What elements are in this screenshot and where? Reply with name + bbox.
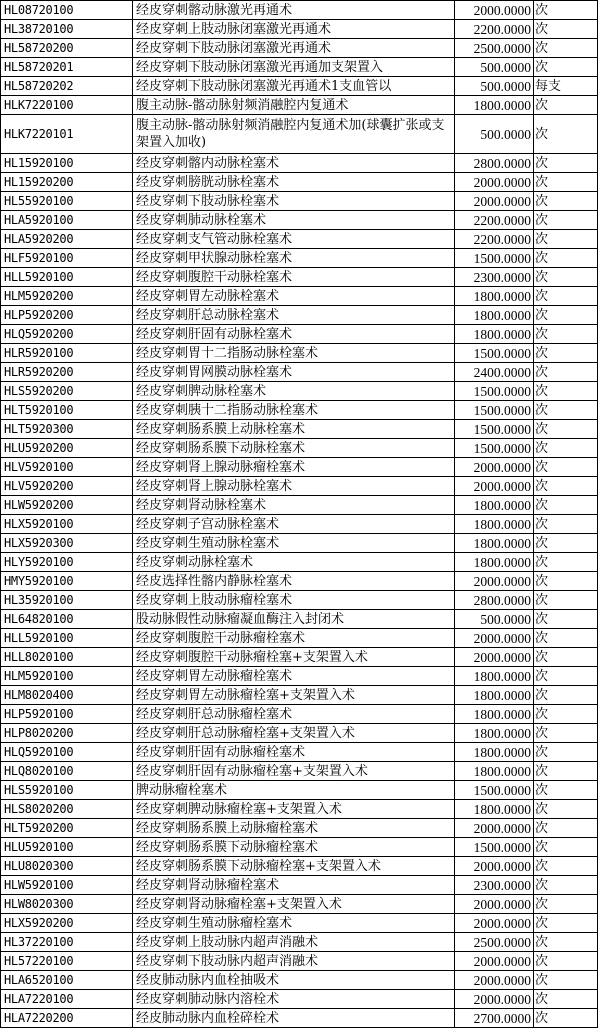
- unit-cell: 次: [534, 20, 598, 39]
- price-cell: 2200.0000: [455, 20, 534, 39]
- table-row: [1, 724, 598, 743]
- code-cell: HLQ5920100: [1, 743, 133, 762]
- code-cell: HLQ5920200: [1, 325, 133, 344]
- code-cell: HLT5920300: [1, 420, 133, 439]
- price-cell: 2200.0000: [455, 230, 534, 249]
- price-cell: 2000.0000: [455, 192, 534, 211]
- unit-cell: 次: [534, 819, 598, 838]
- name-cell: 经皮穿刺肾动脉瘤栓塞术: [133, 876, 455, 895]
- table-row: [1, 648, 598, 667]
- table-row: [1, 77, 598, 96]
- price-cell: 500.0000: [455, 115, 534, 154]
- code-cell: HLS5920100: [1, 781, 133, 800]
- unit-cell: 每支: [534, 77, 598, 96]
- table-row: [1, 876, 598, 895]
- unit-cell: 次: [534, 553, 598, 572]
- price-cell: 2400.0000: [455, 363, 534, 382]
- code-cell: HLA7220200: [1, 1009, 133, 1028]
- table-row: [1, 344, 598, 363]
- table-row: [1, 1, 598, 20]
- price-cell: 500.0000: [455, 58, 534, 77]
- code-cell: HLY5920100: [1, 553, 133, 572]
- code-cell: HL57220100: [1, 952, 133, 971]
- code-cell: HLQ8020100: [1, 762, 133, 781]
- code-cell: HLR5920100: [1, 344, 133, 363]
- code-cell: HL37220100: [1, 933, 133, 952]
- table-row: [1, 325, 598, 344]
- unit-cell: 次: [534, 211, 598, 230]
- price-cell: 500.0000: [455, 77, 534, 96]
- unit-cell: 次: [534, 58, 598, 77]
- code-cell: HLK7220101: [1, 115, 133, 154]
- name-cell: 经皮穿刺甲状腺动脉栓塞术: [133, 249, 455, 268]
- unit-cell: 次: [534, 249, 598, 268]
- price-cell: 2300.0000: [455, 876, 534, 895]
- price-cell: 1800.0000: [455, 762, 534, 781]
- table-body: [1, 1, 598, 1028]
- price-cell: 1500.0000: [455, 420, 534, 439]
- name-cell: 经皮穿刺下肢动脉栓塞术: [133, 192, 455, 211]
- code-cell: HLT5920100: [1, 401, 133, 420]
- table-row: [1, 115, 598, 154]
- name-cell: 经皮穿刺脾动脉栓塞术: [133, 382, 455, 401]
- code-cell: HLU5920200: [1, 439, 133, 458]
- name-cell: 经皮穿刺下肢动脉闭塞激光再通术1支血管以: [133, 77, 455, 96]
- name-cell: 经皮穿刺肾上腺动脉瘤栓塞术: [133, 458, 455, 477]
- unit-cell: 次: [534, 230, 598, 249]
- code-cell: HLM8020400: [1, 686, 133, 705]
- name-cell: 经皮穿刺腹腔干动脉栓塞术: [133, 268, 455, 287]
- name-cell: 经皮肺动脉内血栓碎栓术: [133, 1009, 455, 1028]
- code-cell: HLX5920200: [1, 914, 133, 933]
- code-cell: HLV5920200: [1, 477, 133, 496]
- unit-cell: 次: [534, 534, 598, 553]
- name-cell: 腹主动脉-髂动脉射频消融腔内复通术: [133, 96, 455, 115]
- table-row: [1, 762, 598, 781]
- table-row: [1, 420, 598, 439]
- price-cell: 2200.0000: [455, 211, 534, 230]
- price-cell: 1500.0000: [455, 781, 534, 800]
- table-row: [1, 534, 598, 553]
- price-cell: 2000.0000: [455, 173, 534, 192]
- price-cell: 1500.0000: [455, 382, 534, 401]
- price-cell: 1800.0000: [455, 496, 534, 515]
- code-cell: HL58720202: [1, 77, 133, 96]
- code-cell: HLR5920200: [1, 363, 133, 382]
- table-row: [1, 667, 598, 686]
- price-cell: 2000.0000: [455, 458, 534, 477]
- name-cell: 经皮穿刺动脉栓塞术: [133, 553, 455, 572]
- unit-cell: 次: [534, 686, 598, 705]
- price-cell: 1800.0000: [455, 325, 534, 344]
- price-cell: 1500.0000: [455, 344, 534, 363]
- unit-cell: 次: [534, 115, 598, 154]
- unit-cell: 次: [534, 610, 598, 629]
- table-row: [1, 914, 598, 933]
- table-row: [1, 230, 598, 249]
- unit-cell: 次: [534, 96, 598, 115]
- table-row: [1, 173, 598, 192]
- table-row: [1, 686, 598, 705]
- price-cell: 1800.0000: [455, 667, 534, 686]
- code-cell: HLT5920200: [1, 819, 133, 838]
- code-cell: HLF5920100: [1, 249, 133, 268]
- name-cell: 经皮穿刺生殖动脉栓塞术: [133, 534, 455, 553]
- code-cell: HLW8020300: [1, 895, 133, 914]
- price-cell: 1800.0000: [455, 743, 534, 762]
- code-cell: HLA7220100: [1, 990, 133, 1009]
- table-row: [1, 743, 598, 762]
- name-cell: 经皮穿刺腹腔干动脉瘤栓塞术: [133, 629, 455, 648]
- table-row: [1, 496, 598, 515]
- table-row: [1, 553, 598, 572]
- unit-cell: 次: [534, 173, 598, 192]
- name-cell: 经皮穿刺子宫动脉栓塞术: [133, 515, 455, 534]
- unit-cell: 次: [534, 192, 598, 211]
- table-row: [1, 382, 598, 401]
- table-row: [1, 591, 598, 610]
- table-row: [1, 895, 598, 914]
- price-cell: 2000.0000: [455, 629, 534, 648]
- table-row: [1, 439, 598, 458]
- name-cell: 经皮穿刺脾动脉瘤栓塞+支架置入术: [133, 800, 455, 819]
- name-cell: 经皮穿刺肾动脉瘤栓塞+支架置入术: [133, 895, 455, 914]
- unit-cell: 次: [534, 477, 598, 496]
- code-cell: HMY5920100: [1, 572, 133, 591]
- unit-cell: 次: [534, 857, 598, 876]
- code-cell: HLL5920100: [1, 629, 133, 648]
- unit-cell: 次: [534, 1009, 598, 1028]
- price-cell: 1500.0000: [455, 838, 534, 857]
- table-row: [1, 610, 598, 629]
- name-cell: 经皮穿刺肝固有动脉瘤栓塞术: [133, 743, 455, 762]
- price-cell: 2000.0000: [455, 477, 534, 496]
- price-cell: 2000.0000: [455, 952, 534, 971]
- price-cell: 2000.0000: [455, 572, 534, 591]
- code-cell: HL08720100: [1, 1, 133, 20]
- unit-cell: 次: [534, 629, 598, 648]
- code-cell: HLV5920100: [1, 458, 133, 477]
- name-cell: 经皮穿刺肠系膜上动脉瘤栓塞术: [133, 819, 455, 838]
- price-cell: 2000.0000: [455, 1, 534, 20]
- unit-cell: 次: [534, 648, 598, 667]
- code-cell: HLX5920100: [1, 515, 133, 534]
- unit-cell: 次: [534, 876, 598, 895]
- code-cell: HLP8020200: [1, 724, 133, 743]
- price-cell: 1800.0000: [455, 306, 534, 325]
- price-cell: 2000.0000: [455, 914, 534, 933]
- table-row: [1, 249, 598, 268]
- table-row: [1, 781, 598, 800]
- table-row: [1, 572, 598, 591]
- price-cell: 1800.0000: [455, 724, 534, 743]
- name-cell: 经皮穿刺肠系膜下动脉瘤栓塞+支架置入术: [133, 857, 455, 876]
- price-cell: 1800.0000: [455, 705, 534, 724]
- table-row: [1, 971, 598, 990]
- price-cell: 2000.0000: [455, 990, 534, 1009]
- name-cell: 经皮穿刺肝总动脉瘤栓塞术: [133, 705, 455, 724]
- table-row: [1, 800, 598, 819]
- name-cell: 股动脉假性动脉瘤凝血酶注入封闭术: [133, 610, 455, 629]
- code-cell: HLA6520100: [1, 971, 133, 990]
- table-row: [1, 363, 598, 382]
- name-cell: 经皮穿刺胃左动脉栓塞术: [133, 287, 455, 306]
- price-cell: 1500.0000: [455, 249, 534, 268]
- name-cell: 脾动脉瘤栓塞术: [133, 781, 455, 800]
- unit-cell: 次: [534, 1, 598, 20]
- price-cell: 2800.0000: [455, 591, 534, 610]
- price-cell: 2500.0000: [455, 39, 534, 58]
- unit-cell: 次: [534, 895, 598, 914]
- code-cell: HL55920100: [1, 192, 133, 211]
- code-cell: HLM5920200: [1, 287, 133, 306]
- unit-cell: 次: [534, 572, 598, 591]
- price-cell: 2500.0000: [455, 933, 534, 952]
- name-cell: 经皮穿刺肝固有动脉瘤栓塞+支架置入术: [133, 762, 455, 781]
- code-cell: HLP5920100: [1, 705, 133, 724]
- name-cell: 经皮穿刺下肢动脉闭塞激光再通加支架置入: [133, 58, 455, 77]
- price-cell: 2000.0000: [455, 648, 534, 667]
- code-cell: HL35920100: [1, 591, 133, 610]
- table-row: [1, 192, 598, 211]
- price-cell: 2000.0000: [455, 857, 534, 876]
- unit-cell: 次: [534, 971, 598, 990]
- unit-cell: 次: [534, 268, 598, 287]
- table-row: [1, 857, 598, 876]
- name-cell: 经皮肺动脉内血栓抽吸术: [133, 971, 455, 990]
- code-cell: HLW5920100: [1, 876, 133, 895]
- name-cell: 经皮穿刺膀胱动脉栓塞术: [133, 173, 455, 192]
- unit-cell: 次: [534, 363, 598, 382]
- code-cell: HLK7220100: [1, 96, 133, 115]
- price-cell: 1800.0000: [455, 686, 534, 705]
- code-cell: HL58720200: [1, 39, 133, 58]
- code-cell: HL58720201: [1, 58, 133, 77]
- price-cell: 2800.0000: [455, 154, 534, 173]
- table-row: [1, 515, 598, 534]
- unit-cell: 次: [534, 914, 598, 933]
- code-cell: HL15920100: [1, 154, 133, 173]
- unit-cell: 次: [534, 439, 598, 458]
- code-cell: HL64820100: [1, 610, 133, 629]
- name-cell: 经皮穿刺上肢动脉内超声消融术: [133, 933, 455, 952]
- table-row: [1, 458, 598, 477]
- name-cell: 经皮穿刺髂动脉激光再通术: [133, 1, 455, 20]
- unit-cell: 次: [534, 705, 598, 724]
- unit-cell: 次: [534, 990, 598, 1009]
- table-row: [1, 629, 598, 648]
- table-row: [1, 933, 598, 952]
- unit-cell: 次: [534, 401, 598, 420]
- price-cell: 500.0000: [455, 610, 534, 629]
- name-cell: 经皮穿刺上肢动脉闭塞激光再通术: [133, 20, 455, 39]
- unit-cell: 次: [534, 724, 598, 743]
- table-row: [1, 952, 598, 971]
- price-cell: 1800.0000: [455, 515, 534, 534]
- unit-cell: 次: [534, 306, 598, 325]
- price-cell: 1800.0000: [455, 553, 534, 572]
- table-row: [1, 287, 598, 306]
- unit-cell: 次: [534, 287, 598, 306]
- unit-cell: 次: [534, 952, 598, 971]
- code-cell: HLW5920200: [1, 496, 133, 515]
- name-cell: 经皮穿刺胃网膜动脉栓塞术: [133, 363, 455, 382]
- code-cell: HLA5920200: [1, 230, 133, 249]
- unit-cell: 次: [534, 667, 598, 686]
- price-cell: 1800.0000: [455, 534, 534, 553]
- name-cell: 经皮穿刺肝总动脉瘤栓塞+支架置入术: [133, 724, 455, 743]
- code-cell: HLS8020200: [1, 800, 133, 819]
- table-row: [1, 39, 598, 58]
- price-cell: 1800.0000: [455, 287, 534, 306]
- name-cell: 经皮穿刺肺动脉内溶栓术: [133, 990, 455, 1009]
- code-cell: HL38720100: [1, 20, 133, 39]
- code-cell: HLP5920200: [1, 306, 133, 325]
- name-cell: 经皮穿刺支气管动脉栓塞术: [133, 230, 455, 249]
- price-cell: 2300.0000: [455, 268, 534, 287]
- name-cell: 经皮穿刺肠系膜下动脉栓塞术: [133, 439, 455, 458]
- table-row: [1, 838, 598, 857]
- name-cell: 经皮穿刺髂内动脉栓塞术: [133, 154, 455, 173]
- name-cell: 经皮穿刺胃左动脉瘤栓塞+支架置入术: [133, 686, 455, 705]
- unit-cell: 次: [534, 591, 598, 610]
- unit-cell: 次: [534, 800, 598, 819]
- code-cell: HLU5920100: [1, 838, 133, 857]
- unit-cell: 次: [534, 496, 598, 515]
- name-cell: 经皮穿刺肺动脉栓塞术: [133, 211, 455, 230]
- table-row: [1, 705, 598, 724]
- name-cell: 经皮选择性髂内静脉栓塞术: [133, 572, 455, 591]
- price-cell: 2700.0000: [455, 1009, 534, 1028]
- table-row: [1, 58, 598, 77]
- unit-cell: 次: [534, 39, 598, 58]
- unit-cell: 次: [534, 762, 598, 781]
- name-cell: 经皮穿刺肝固有动脉栓塞术: [133, 325, 455, 344]
- unit-cell: 次: [534, 515, 598, 534]
- code-cell: HLS5920200: [1, 382, 133, 401]
- unit-cell: 次: [534, 933, 598, 952]
- code-cell: HLL5920100: [1, 268, 133, 287]
- table-row: [1, 819, 598, 838]
- name-cell: 经皮穿刺腹腔干动脉瘤栓塞+支架置入术: [133, 648, 455, 667]
- name-cell: 经皮穿刺肾上腺动脉栓塞术: [133, 477, 455, 496]
- unit-cell: 次: [534, 838, 598, 857]
- code-cell: HLM5920100: [1, 667, 133, 686]
- price-cell: 2000.0000: [455, 971, 534, 990]
- name-cell: 经皮穿刺肠系膜下动脉瘤栓塞术: [133, 838, 455, 857]
- code-cell: HLL8020100: [1, 648, 133, 667]
- table-row: [1, 268, 598, 287]
- name-cell: 经皮穿刺下肢动脉内超声消融术: [133, 952, 455, 971]
- name-cell: 经皮穿刺下肢动脉闭塞激光再通术: [133, 39, 455, 58]
- unit-cell: 次: [534, 458, 598, 477]
- name-cell: 经皮穿刺上肢动脉瘤栓塞术: [133, 591, 455, 610]
- name-cell: 腹主动脉-髂动脉射频消融腔内复通术加(球囊扩张或支架置入加收): [133, 115, 455, 154]
- price-cell: 2000.0000: [455, 895, 534, 914]
- table-row: [1, 990, 598, 1009]
- unit-cell: 次: [534, 382, 598, 401]
- code-cell: HLA5920100: [1, 211, 133, 230]
- code-cell: HLX5920300: [1, 534, 133, 553]
- table-row: [1, 96, 598, 115]
- table-row: [1, 154, 598, 173]
- name-cell: 经皮穿刺胰十二指肠动脉栓塞术: [133, 401, 455, 420]
- unit-cell: 次: [534, 420, 598, 439]
- unit-cell: 次: [534, 781, 598, 800]
- table-row: [1, 401, 598, 420]
- name-cell: 经皮穿刺肝总动脉栓塞术: [133, 306, 455, 325]
- name-cell: 经皮穿刺生殖动脉瘤栓塞术: [133, 914, 455, 933]
- name-cell: 经皮穿刺胃十二指肠动脉栓塞术: [133, 344, 455, 363]
- unit-cell: 次: [534, 154, 598, 173]
- table-row: [1, 20, 598, 39]
- table-row: [1, 1009, 598, 1028]
- name-cell: 经皮穿刺胃左动脉瘤栓塞术: [133, 667, 455, 686]
- price-cell: 2000.0000: [455, 819, 534, 838]
- price-cell: 1800.0000: [455, 800, 534, 819]
- table-row: [1, 306, 598, 325]
- code-cell: HL15920200: [1, 173, 133, 192]
- unit-cell: 次: [534, 344, 598, 363]
- price-cell: 1800.0000: [455, 96, 534, 115]
- code-cell: HLU8020300: [1, 857, 133, 876]
- unit-cell: 次: [534, 743, 598, 762]
- name-cell: 经皮穿刺肾动脉栓塞术: [133, 496, 455, 515]
- name-cell: 经皮穿刺肠系膜上动脉栓塞术: [133, 420, 455, 439]
- price-cell: 1500.0000: [455, 401, 534, 420]
- price-cell: 1500.0000: [455, 439, 534, 458]
- table-row: [1, 477, 598, 496]
- unit-cell: 次: [534, 325, 598, 344]
- table-row: [1, 211, 598, 230]
